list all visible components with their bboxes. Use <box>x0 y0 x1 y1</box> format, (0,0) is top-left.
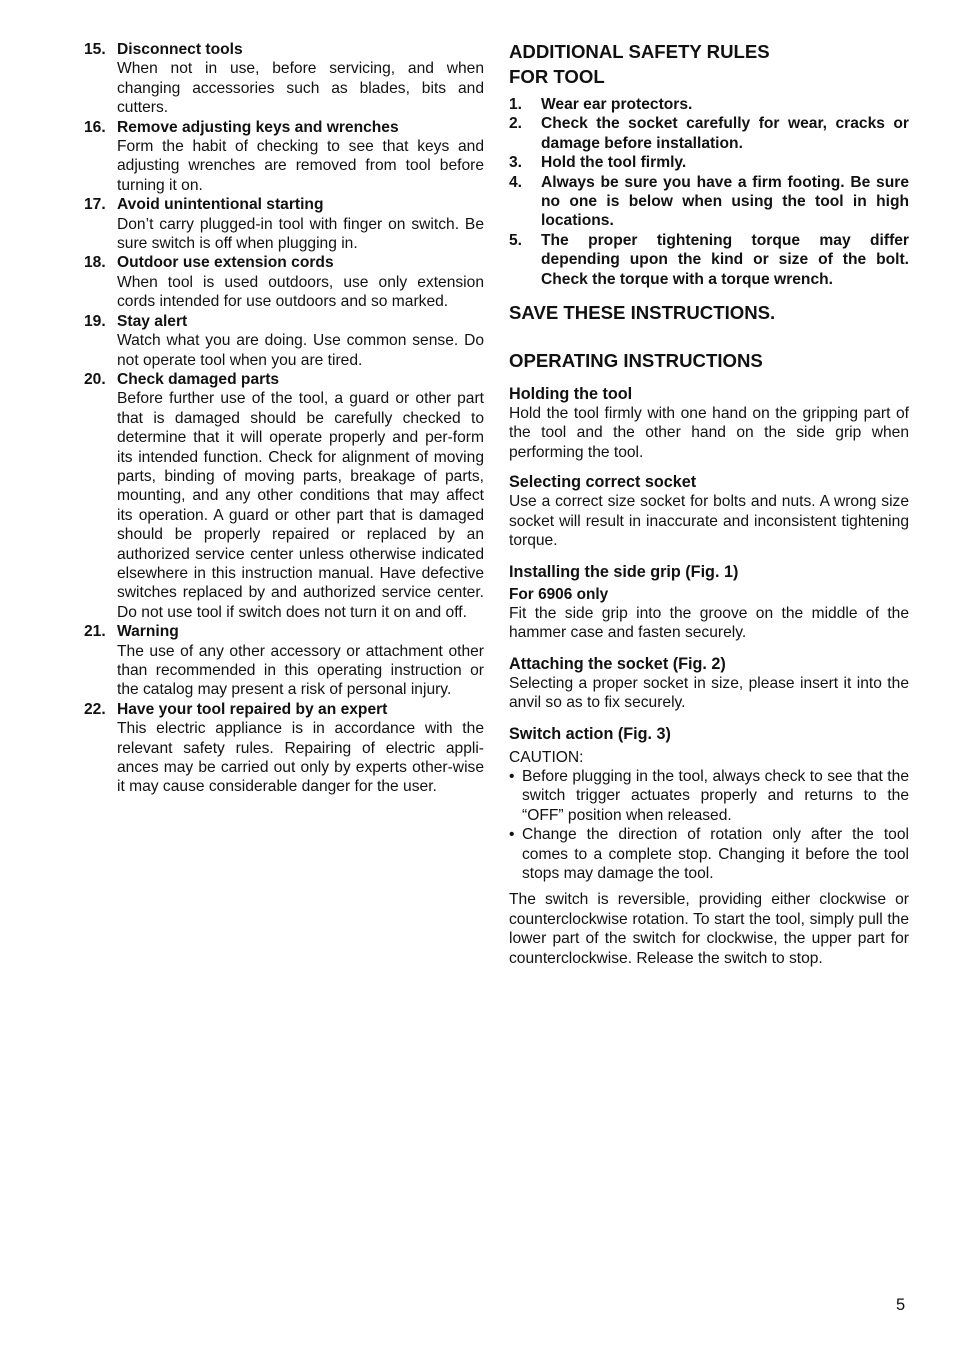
item-number: 18. <box>84 254 106 272</box>
item-title: Warning <box>117 623 179 641</box>
holding-tool-text: Hold the tool firmly with one hand on the gripping part of the tool and the other hand on the side grip when performing the tool. <box>509 405 909 461</box>
item-body: When not in use, before servicing, and when changing accessories such as blades, bits and cutters. <box>117 60 484 117</box>
item-body: This electric appliance is in accordance with the relevant safety rules. Repairing of electric appli-ances may be carried out only by experts other-wise it may cause considerable danger for the user. <box>117 720 484 796</box>
switch-action-heading: Switch action (Fig. 3) <box>509 724 671 743</box>
item-title: Disconnect tools <box>117 41 243 58</box>
side-grip-subheading: For 6906 only <box>509 585 609 603</box>
safety-item-18 <box>84 253 484 311</box>
item-number: 20. <box>84 370 106 388</box>
additional-rules-heading <box>509 40 909 89</box>
safety-item-17 <box>84 195 484 253</box>
item-number: 21. <box>84 623 106 641</box>
selecting-socket-text: Use a correct size socket for bolts and nuts. A wrong size socket will result in inaccurate and inconsistent tightening torque. <box>509 493 909 550</box>
rule-text: Hold the tool firmly. <box>541 154 687 172</box>
item-title: Have your tool repaired by an expert <box>117 700 388 718</box>
rule-item <box>509 114 909 153</box>
rule-item <box>509 231 909 289</box>
item-body: Watch what you are doing. Use common sense. Do not operate tool when you are tired. <box>117 332 484 369</box>
bullet-mark: • <box>509 826 515 844</box>
save-instructions-heading: SAVE THESE INSTRUCTIONS. <box>509 302 776 324</box>
caution-bullet <box>509 825 909 883</box>
rule-text: The proper tightening torque may differ depending upon the kind or size of the bolt. Check the torque with a torque wrench. <box>541 231 909 288</box>
bullet-text: Change the direction of rotation only after the tool comes to a complete stop. Changing it before the tool stops may damage the tool. <box>522 826 909 882</box>
item-number: 22. <box>84 700 106 718</box>
safety-item-20 <box>84 370 484 622</box>
rule-item <box>509 153 909 172</box>
bullet-text: Before plugging in the tool, always check to see that the switch trigger actuates properly and returns to the “OFF” position when released. <box>522 767 909 824</box>
item-body: When tool is used outdoors, use only extension cords intended for use outdoors and so marked. <box>117 273 484 311</box>
item-title: Remove adjusting keys and wrenches <box>117 118 399 136</box>
page-number: 5 <box>896 1296 906 1314</box>
holding-tool-heading: Holding the tool <box>509 385 633 404</box>
item-body: Don’t carry plugged-in tool with finger on switch. Be sure switch is off when plugging in. <box>117 215 484 253</box>
operating-instructions-heading: OPERATING INSTRUCTIONS <box>509 349 763 371</box>
item-title: Outdoor use extension cords <box>117 254 334 272</box>
rule-number: 5. <box>509 231 523 249</box>
safety-item-22 <box>84 700 484 797</box>
safety-item-15 <box>84 40 484 118</box>
rule-number: 4. <box>509 173 523 191</box>
heading-line-1: ADDITIONAL SAFETY RULES <box>509 41 770 62</box>
item-body: Form the habit of checking to see that keys and adjusting wrenches are removed from tool before turning it on. <box>117 138 484 194</box>
side-grip-text: Fit the side grip into the groove on the middle of the hammer case and fasten securely. <box>509 604 909 642</box>
item-number: 17. <box>84 196 106 214</box>
rule-text: Wear ear protectors. <box>541 96 693 113</box>
selecting-socket-heading: Selecting correct socket <box>509 473 697 492</box>
caution-label: CAUTION: <box>509 748 584 766</box>
additional-rules-section <box>509 40 909 289</box>
rule-number: 2. <box>509 115 523 133</box>
caution-bullet <box>509 767 909 825</box>
item-number: 15. <box>84 41 106 58</box>
item-body: Before further use of the tool, a guard or other part that is damaged should be carefully checked to determine that it will operate properly and per-form its intended function. Check for alignment of moving parts, binding of moving parts, breakage of parts, mounting, and any other conditions that may affect its operation. A guard or other part that is damaged should be properly repaired or replaced by an authorized service center unless otherwise indicated elsewhere in this instruction manual. Have defective switches replaced by and authorized service center. Do not use tool if switch does not turn it on and off. <box>117 390 484 621</box>
rule-item <box>509 173 909 231</box>
rule-number: 1. <box>509 96 523 113</box>
safety-item-16 <box>84 118 484 196</box>
safety-item-19 <box>84 312 484 370</box>
item-title: Check damaged parts <box>117 370 280 388</box>
bullet-mark: • <box>509 767 515 785</box>
switch-action-text: The switch is reversible, providing either clockwise or counterclockwise rotation. To start the tool, simply pull the lower part of the switch for clockwise, the upper part for counterclockwise. Release the switch to stop. <box>509 891 909 967</box>
attaching-socket-heading: Attaching the socket (Fig. 2) <box>509 654 726 673</box>
item-title: Avoid unintentional starting <box>117 196 324 214</box>
rule-text: Check the socket carefully for wear, cracks or damage before installation. <box>541 115 909 152</box>
rule-text: Always be sure you have a firm footing. Be sure no one is below when using the tool in high locations. <box>541 173 909 230</box>
left-column <box>84 40 484 797</box>
right-column <box>509 40 909 968</box>
safety-item-21 <box>84 622 484 700</box>
heading-line-2: FOR TOOL <box>509 65 605 87</box>
side-grip-heading: Installing the side grip (Fig. 1) <box>509 562 739 581</box>
item-number: 19. <box>84 312 106 330</box>
item-title: Stay alert <box>117 312 188 330</box>
item-body: The use of any other accessory or attachment other than recommended in this operating instruction or the catalog may present a risk of personal injury. <box>117 642 484 699</box>
rule-item <box>509 95 909 114</box>
item-number: 16. <box>84 118 106 136</box>
rule-number: 3. <box>509 154 523 172</box>
attaching-socket-text: Selecting a proper socket in size, please insert it into the anvil so as to fix securely. <box>509 674 909 712</box>
